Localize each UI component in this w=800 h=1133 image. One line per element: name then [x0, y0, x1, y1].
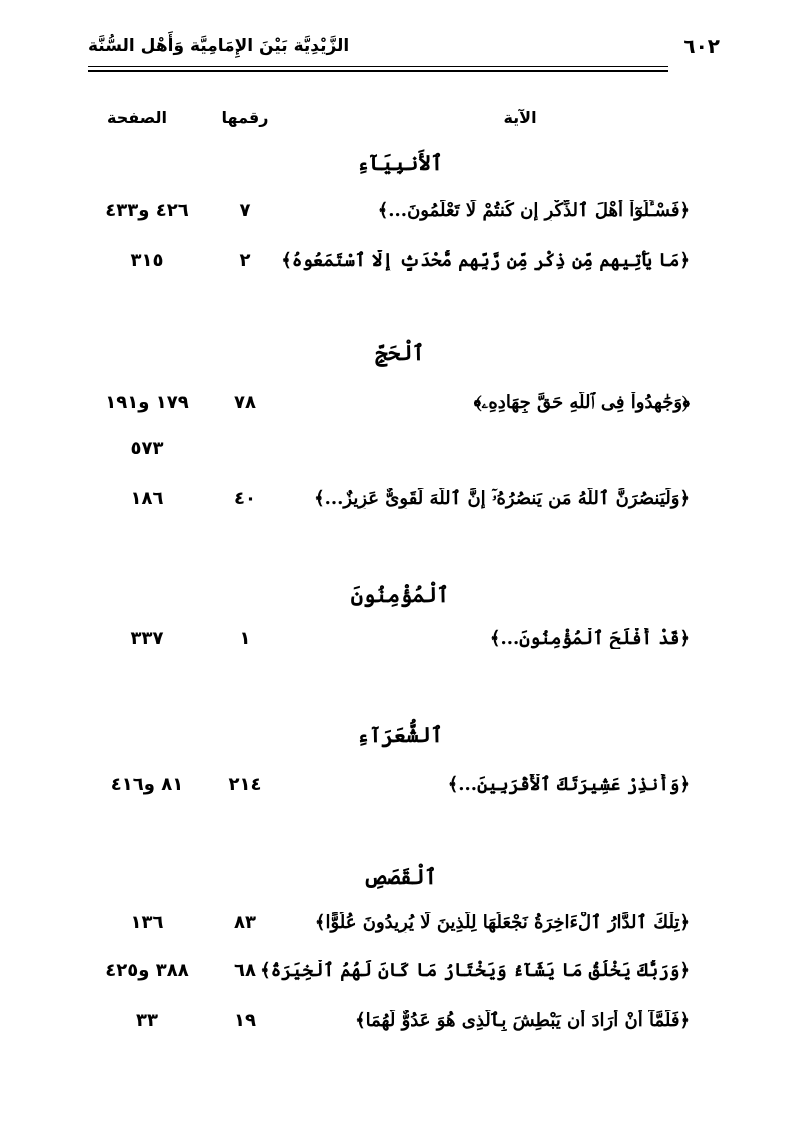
page-references: ٤٢٦ و٤٣٣ — [105, 200, 189, 221]
index-row — [0, 960, 800, 994]
verse-number: ٧ — [239, 200, 251, 221]
index-row — [0, 200, 800, 234]
page-references: ١٨٦ — [130, 488, 164, 509]
page-references: ٣١٥ — [130, 250, 164, 271]
index-row — [0, 774, 800, 808]
verse-number: ١ — [239, 628, 251, 649]
sura-title: ٱلْمُؤْمِنُونَ — [350, 582, 450, 607]
page-references: ٣٣٧ — [130, 628, 164, 649]
header-rule — [88, 66, 668, 67]
column-heading-page: الصفحة — [106, 108, 167, 127]
page-references: ٥٧٣ — [130, 438, 164, 459]
verse-text: ﴿وَلَيَنصُرَنَّ ٱللَّهُ مَن يَنصُرُهُۥٓ إِنَّ ٱللَّهَ لَقَوِىٌّ عَزِيزٌ...﴾ — [314, 488, 690, 509]
page-references: ٨١ و٤١٦ — [110, 774, 184, 795]
verse-number: ٨٣ — [234, 912, 256, 933]
verse-text: ﴿قَدْ أَفْلَحَ ٱلْمُؤْمِنُونَ...﴾ — [489, 628, 690, 649]
index-row — [0, 438, 800, 472]
verse-text: ﴿وَأَنذِرْ عَشِيرَتَكَ ٱلْأَقْرَبِينَ...﴾ — [447, 774, 690, 795]
page-references: ٣٣ — [136, 1010, 158, 1031]
header-rule-thick — [88, 70, 668, 72]
index-row — [0, 392, 800, 426]
index-row — [0, 250, 800, 284]
page-references: ٣٨٨ و٤٢٥ — [105, 960, 189, 981]
column-heading-number: رقمها — [221, 108, 269, 127]
index-row — [0, 628, 800, 662]
index-row — [0, 1010, 800, 1044]
verse-text: ﴿مَا يَأْتِيهِم مِّن ذِكْرٍ مِّن رَّبِّهِم مُّحْدَثٍ إِلَّا ٱسْتَمَعُوهُ﴾ — [281, 250, 690, 271]
verse-text: ﴿وَرَبُّكَ يَخْلُقُ مَا يَشَآءُ وَيَخْتَارُ مَا كَانَ لَهُمُ ٱلْخِيَرَةُ﴾ — [260, 960, 690, 981]
index-row — [0, 488, 800, 522]
index-row — [0, 912, 800, 946]
sura-title: ٱلْقَصَصِ — [363, 864, 437, 889]
verse-text: ﴿فَسْـَٔلُوٓاْ أَهْلَ ٱلذِّكْرِ إِن كُنتُمْ لَا تَعْلَمُونَ...﴾ — [377, 200, 690, 221]
running-title: الزَّيْدِيَّة بَيْنَ الإِمَامِيَّة وَأَهْل السُّنَّة — [88, 36, 350, 56]
sura-title: ٱلشُّعَرَآءِ — [356, 722, 444, 747]
verse-number: ٦٨ — [234, 960, 256, 981]
page-references: ١٣٦ — [130, 912, 164, 933]
verse-number: ٧٨ — [234, 392, 256, 413]
verse-number: ١٩ — [234, 1010, 256, 1031]
verse-number: ٢١٤ — [228, 774, 262, 795]
verse-text: ﴿وَجَٰهِدُواْ فِى ٱللَّهِ حَقَّ جِهَادِهِۦ﴾ — [473, 392, 690, 413]
column-heading-verse: الآية — [503, 108, 537, 127]
verse-number: ٤٠ — [234, 488, 256, 509]
sura-title: ٱلأَنبِيَآءِ — [356, 150, 444, 175]
page-number: ٦٠٢ — [683, 34, 720, 58]
verse-text: ﴿فَلَمَّآ أَنْ أَرَادَ أَن يَبْطِشَ بِٱلَّذِى هُوَ عَدُوٌّ لَّهُمَا﴾ — [355, 1010, 690, 1031]
verse-number: ٢ — [239, 250, 251, 271]
page-references: ١٧٩ و١٩١ — [105, 392, 189, 413]
column-headings — [0, 108, 800, 138]
verse-text: ﴿تِلْكَ ٱلدَّارُ ٱلْءَاخِرَةُ نَجْعَلُهَا لِلَّذِينَ لَا يُرِيدُونَ عُلُوًّا﴾ — [314, 912, 690, 933]
sura-title: ٱلْحَجِّ — [375, 340, 425, 365]
running-header — [88, 30, 720, 66]
